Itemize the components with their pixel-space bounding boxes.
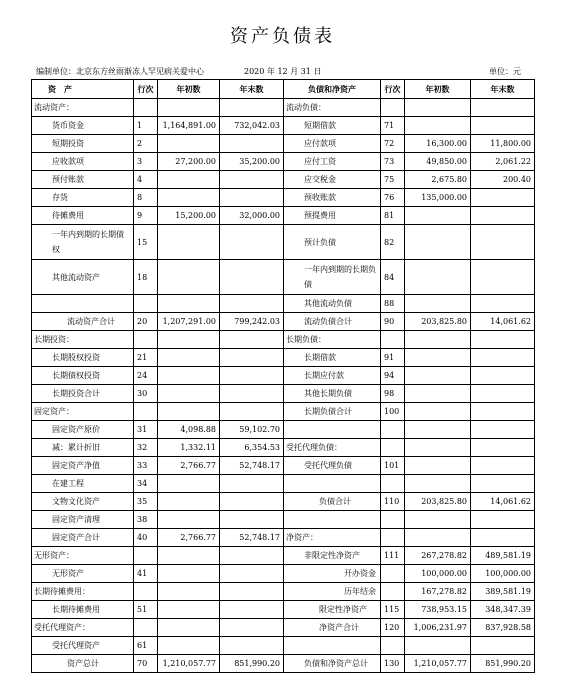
asset-item: 受托代理资产 bbox=[32, 637, 134, 655]
asset-begin-value bbox=[158, 225, 220, 260]
liability-item: 开办资金 bbox=[284, 565, 381, 583]
table-row bbox=[32, 153, 535, 171]
liability-end-value: 14,061.62 bbox=[471, 313, 535, 331]
asset-end-value bbox=[220, 171, 284, 189]
liability-line-no: 91 bbox=[381, 349, 405, 367]
asset-line-no: 38 bbox=[134, 511, 158, 529]
liability-item: 短期借款 bbox=[284, 117, 381, 135]
table-row bbox=[32, 493, 535, 511]
liability-begin-value: 16,300.00 bbox=[405, 135, 471, 153]
liability-begin-value: 135,000.00 bbox=[405, 189, 471, 207]
table-row bbox=[32, 313, 535, 331]
asset-item: 资产总计 bbox=[32, 655, 134, 673]
asset-item: 货币资金 bbox=[32, 117, 134, 135]
liability-line-no: 73 bbox=[381, 153, 405, 171]
liability-item bbox=[284, 475, 381, 493]
asset-item: 长期待摊费用 bbox=[32, 601, 134, 619]
liability-item: 预计负债 bbox=[284, 225, 381, 260]
preparer-org: 编制单位：北京东方丝雨渐冻人罕见病关爱中心 bbox=[36, 67, 204, 76]
liability-end-value: 489,581.19 bbox=[471, 547, 535, 565]
asset-item: 短期投资 bbox=[32, 135, 134, 153]
liability-end-value bbox=[471, 511, 535, 529]
asset-line-no: 1 bbox=[134, 117, 158, 135]
table-row bbox=[32, 511, 535, 529]
liability-line-no bbox=[381, 475, 405, 493]
liability-line-no: 90 bbox=[381, 313, 405, 331]
asset-item: 在建工程 bbox=[32, 475, 134, 493]
asset-begin-value bbox=[158, 547, 220, 565]
liability-item: 净资产： bbox=[284, 529, 381, 547]
asset-line-no bbox=[134, 583, 158, 601]
asset-begin-value bbox=[158, 171, 220, 189]
liability-begin-value: 167,278.82 bbox=[405, 583, 471, 601]
liability-begin-value bbox=[405, 385, 471, 403]
asset-end-value: 35,200.00 bbox=[220, 153, 284, 171]
table-row bbox=[32, 547, 535, 565]
liability-begin-value: 100,000.00 bbox=[405, 565, 471, 583]
asset-end-value: 732,042.03 bbox=[220, 117, 284, 135]
asset-item: 待摊费用 bbox=[32, 207, 134, 225]
asset-begin-value: 2,766.77 bbox=[158, 529, 220, 547]
asset-line-no: 33 bbox=[134, 457, 158, 475]
report-date: 2020 年 12 月 31 日 bbox=[244, 67, 322, 76]
liability-line-no: 130 bbox=[381, 655, 405, 673]
liability-begin-value: 203,825.80 bbox=[405, 313, 471, 331]
asset-item: 固定资产： bbox=[32, 403, 134, 421]
asset-line-no: 30 bbox=[134, 385, 158, 403]
liability-item: 历年结余 bbox=[284, 583, 381, 601]
asset-end-value: 851,990.20 bbox=[220, 655, 284, 673]
asset-line-no: 4 bbox=[134, 171, 158, 189]
asset-end-value: 52,748.17 bbox=[220, 457, 284, 475]
asset-end-value bbox=[220, 619, 284, 637]
asset-line-no: 20 bbox=[134, 313, 158, 331]
liability-begin-value: 267,278.82 bbox=[405, 547, 471, 565]
asset-begin-value bbox=[158, 637, 220, 655]
header-cell: 年初数 bbox=[405, 80, 471, 99]
asset-end-value bbox=[220, 367, 284, 385]
liability-line-no bbox=[381, 421, 405, 439]
table-row bbox=[32, 637, 535, 655]
liability-item: 受托代理负债 bbox=[284, 457, 381, 475]
asset-end-value bbox=[220, 565, 284, 583]
liability-line-no bbox=[381, 583, 405, 601]
asset-line-no: 51 bbox=[134, 601, 158, 619]
asset-item: 存货 bbox=[32, 189, 134, 207]
liability-item: 受托代理负债： bbox=[284, 439, 381, 457]
asset-line-no bbox=[134, 331, 158, 349]
liability-line-no: 100 bbox=[381, 403, 405, 421]
liability-end-value bbox=[471, 225, 535, 260]
liability-begin-value bbox=[405, 207, 471, 225]
liability-line-no: 88 bbox=[381, 295, 405, 313]
liability-begin-value bbox=[405, 349, 471, 367]
asset-end-value: 52,748.17 bbox=[220, 529, 284, 547]
liability-begin-value: 2,675.80 bbox=[405, 171, 471, 189]
asset-begin-value bbox=[158, 349, 220, 367]
asset-line-no bbox=[134, 403, 158, 421]
table-row bbox=[32, 421, 535, 439]
header-cell: 行次 bbox=[134, 80, 158, 99]
liability-begin-value bbox=[405, 260, 471, 295]
table-row bbox=[32, 619, 535, 637]
liability-end-value bbox=[471, 207, 535, 225]
asset-item: 受托代理资产： bbox=[32, 619, 134, 637]
header-cell: 行次 bbox=[381, 80, 405, 99]
asset-item: 应收款项 bbox=[32, 153, 134, 171]
liability-item: 长期负债合计 bbox=[284, 403, 381, 421]
liability-end-value bbox=[471, 529, 535, 547]
asset-end-value bbox=[220, 295, 284, 313]
asset-end-value: 799,242.03 bbox=[220, 313, 284, 331]
liability-end-value: 851,990.20 bbox=[471, 655, 535, 673]
table-row bbox=[32, 349, 535, 367]
liability-begin-value bbox=[405, 457, 471, 475]
asset-item: 长期债权投资 bbox=[32, 367, 134, 385]
asset-line-no: 31 bbox=[134, 421, 158, 439]
liability-line-no: 120 bbox=[381, 619, 405, 637]
liability-begin-value: 1,006,231.97 bbox=[405, 619, 471, 637]
liability-begin-value bbox=[405, 529, 471, 547]
table-row bbox=[32, 565, 535, 583]
liability-end-value bbox=[471, 385, 535, 403]
asset-begin-value: 27,200.00 bbox=[158, 153, 220, 171]
liability-begin-value bbox=[405, 511, 471, 529]
asset-item: 长期待摊费用： bbox=[32, 583, 134, 601]
liability-end-value bbox=[471, 189, 535, 207]
header-cell: 负债和净资产 bbox=[284, 80, 381, 99]
asset-end-value bbox=[220, 225, 284, 260]
header-row bbox=[32, 80, 535, 99]
asset-item: 一年内到期的长期债权 bbox=[32, 225, 134, 260]
liability-item: 负债和净资产总计 bbox=[284, 655, 381, 673]
report-title: 资产负债表 bbox=[230, 26, 335, 47]
liability-end-value bbox=[471, 260, 535, 295]
liability-line-no: 81 bbox=[381, 207, 405, 225]
liability-item: 其他长期负债 bbox=[284, 385, 381, 403]
asset-item: 长期投资合计 bbox=[32, 385, 134, 403]
header-cell: 年末数 bbox=[471, 80, 535, 99]
asset-item: 长期投资： bbox=[32, 331, 134, 349]
table-row bbox=[32, 225, 535, 260]
asset-line-no: 24 bbox=[134, 367, 158, 385]
liability-end-value bbox=[471, 331, 535, 349]
liability-end-value bbox=[471, 421, 535, 439]
liability-end-value bbox=[471, 117, 535, 135]
liability-line-no: 94 bbox=[381, 367, 405, 385]
table-row bbox=[32, 583, 535, 601]
asset-line-no: 18 bbox=[134, 260, 158, 295]
asset-line-no: 8 bbox=[134, 189, 158, 207]
table-row bbox=[32, 171, 535, 189]
liability-line-no: 110 bbox=[381, 493, 405, 511]
table-row bbox=[32, 457, 535, 475]
asset-item: 减：累计折旧 bbox=[32, 439, 134, 457]
liability-end-value bbox=[471, 295, 535, 313]
liability-line-no bbox=[381, 637, 405, 655]
asset-end-value: 32,000.00 bbox=[220, 207, 284, 225]
table-row bbox=[32, 260, 535, 295]
asset-item: 固定资产清理 bbox=[32, 511, 134, 529]
header-cell: 资 产 bbox=[32, 80, 134, 99]
liability-end-value bbox=[471, 367, 535, 385]
asset-end-value bbox=[220, 260, 284, 295]
liability-begin-value bbox=[405, 331, 471, 349]
liability-item: 长期负债： bbox=[284, 331, 381, 349]
liability-line-no: 111 bbox=[381, 547, 405, 565]
asset-item: 其他流动资产 bbox=[32, 260, 134, 295]
liability-end-value bbox=[471, 349, 535, 367]
liability-begin-value bbox=[405, 367, 471, 385]
liability-begin-value bbox=[405, 225, 471, 260]
asset-item: 固定资产原价 bbox=[32, 421, 134, 439]
liability-line-no: 76 bbox=[381, 189, 405, 207]
asset-end-value bbox=[220, 511, 284, 529]
asset-end-value: 6,354.53 bbox=[220, 439, 284, 457]
table-row bbox=[32, 99, 535, 117]
table-row bbox=[32, 135, 535, 153]
asset-line-no: 2 bbox=[134, 135, 158, 153]
balance-sheet-table bbox=[31, 79, 535, 673]
liability-line-no: 115 bbox=[381, 601, 405, 619]
liability-item: 长期借款 bbox=[284, 349, 381, 367]
header-cell: 年初数 bbox=[158, 80, 220, 99]
asset-end-value bbox=[220, 189, 284, 207]
asset-begin-value bbox=[158, 189, 220, 207]
asset-end-value bbox=[220, 583, 284, 601]
liability-line-no bbox=[381, 565, 405, 583]
liability-item: 流动负债： bbox=[284, 99, 381, 117]
asset-begin-value: 1,164,891.00 bbox=[158, 117, 220, 135]
asset-begin-value bbox=[158, 135, 220, 153]
liability-end-value: 14,061.62 bbox=[471, 493, 535, 511]
asset-item: 固定资产净值 bbox=[32, 457, 134, 475]
liability-item: 其他流动负债 bbox=[284, 295, 381, 313]
liability-item: 应交税金 bbox=[284, 171, 381, 189]
table-row bbox=[32, 475, 535, 493]
liability-item: 应付工资 bbox=[284, 153, 381, 171]
liability-line-no: 72 bbox=[381, 135, 405, 153]
asset-begin-value bbox=[158, 583, 220, 601]
asset-item: 固定资产合计 bbox=[32, 529, 134, 547]
liability-item: 净资产合计 bbox=[284, 619, 381, 637]
liability-end-value bbox=[471, 403, 535, 421]
liability-begin-value bbox=[405, 295, 471, 313]
asset-begin-value: 1,207,291.00 bbox=[158, 313, 220, 331]
asset-end-value bbox=[220, 547, 284, 565]
table-row bbox=[32, 295, 535, 313]
asset-line-no: 21 bbox=[134, 349, 158, 367]
table-row bbox=[32, 403, 535, 421]
liability-begin-value: 203,825.80 bbox=[405, 493, 471, 511]
asset-line-no: 15 bbox=[134, 225, 158, 260]
asset-end-value bbox=[220, 99, 284, 117]
asset-end-value bbox=[220, 475, 284, 493]
asset-line-no: 3 bbox=[134, 153, 158, 171]
liability-line-no: 75 bbox=[381, 171, 405, 189]
liability-item: 流动负债合计 bbox=[284, 313, 381, 331]
table-row bbox=[32, 207, 535, 225]
liability-item: 限定性净资产 bbox=[284, 601, 381, 619]
liability-begin-value bbox=[405, 117, 471, 135]
asset-begin-value bbox=[158, 511, 220, 529]
asset-item: 流动资产： bbox=[32, 99, 134, 117]
asset-line-no: 34 bbox=[134, 475, 158, 493]
liability-end-value: 348,347.39 bbox=[471, 601, 535, 619]
asset-line-no: 35 bbox=[134, 493, 158, 511]
asset-item bbox=[32, 295, 134, 313]
liability-end-value bbox=[471, 99, 535, 117]
asset-begin-value bbox=[158, 295, 220, 313]
asset-line-no: 70 bbox=[134, 655, 158, 673]
table-row bbox=[32, 367, 535, 385]
liability-item: 非限定性净资产 bbox=[284, 547, 381, 565]
asset-begin-value: 2,766.77 bbox=[158, 457, 220, 475]
table-row bbox=[32, 189, 535, 207]
asset-end-value bbox=[220, 135, 284, 153]
liability-begin-value bbox=[405, 421, 471, 439]
table-row bbox=[32, 331, 535, 349]
liability-item bbox=[284, 637, 381, 655]
liability-item: 长期应付款 bbox=[284, 367, 381, 385]
table-row bbox=[32, 117, 535, 135]
liability-item bbox=[284, 511, 381, 529]
table-row bbox=[32, 529, 535, 547]
asset-item: 流动资产合计 bbox=[32, 313, 134, 331]
header-cell: 年末数 bbox=[220, 80, 284, 99]
liability-begin-value bbox=[405, 403, 471, 421]
liability-line-no bbox=[381, 439, 405, 457]
asset-line-no: 32 bbox=[134, 439, 158, 457]
asset-begin-value bbox=[158, 493, 220, 511]
asset-begin-value bbox=[158, 260, 220, 295]
asset-line-no: 40 bbox=[134, 529, 158, 547]
liability-item: 应付款项 bbox=[284, 135, 381, 153]
asset-line-no bbox=[134, 547, 158, 565]
asset-end-value bbox=[220, 403, 284, 421]
asset-line-no: 41 bbox=[134, 565, 158, 583]
asset-begin-value bbox=[158, 403, 220, 421]
liability-begin-value bbox=[405, 475, 471, 493]
liability-line-no bbox=[381, 529, 405, 547]
asset-begin-value bbox=[158, 367, 220, 385]
table-row bbox=[32, 601, 535, 619]
liability-end-value bbox=[471, 637, 535, 655]
asset-item: 长期股权投资 bbox=[32, 349, 134, 367]
liability-item: 负债合计 bbox=[284, 493, 381, 511]
liability-begin-value: 49,850.00 bbox=[405, 153, 471, 171]
asset-item: 预付账款 bbox=[32, 171, 134, 189]
liability-end-value bbox=[471, 457, 535, 475]
asset-begin-value bbox=[158, 331, 220, 349]
liability-end-value bbox=[471, 439, 535, 457]
liability-end-value: 389,581.19 bbox=[471, 583, 535, 601]
asset-line-no bbox=[134, 99, 158, 117]
asset-begin-value bbox=[158, 99, 220, 117]
liability-end-value bbox=[471, 475, 535, 493]
liability-end-value: 11,800.00 bbox=[471, 135, 535, 153]
asset-begin-value bbox=[158, 385, 220, 403]
asset-end-value bbox=[220, 637, 284, 655]
asset-line-no bbox=[134, 619, 158, 637]
liability-end-value: 2,061.22 bbox=[471, 153, 535, 171]
asset-end-value bbox=[220, 385, 284, 403]
liability-item bbox=[284, 421, 381, 439]
asset-begin-value: 4,098.88 bbox=[158, 421, 220, 439]
asset-item: 文物文化资产 bbox=[32, 493, 134, 511]
liability-begin-value bbox=[405, 439, 471, 457]
asset-end-value bbox=[220, 601, 284, 619]
liability-line-no bbox=[381, 511, 405, 529]
asset-line-no bbox=[134, 295, 158, 313]
asset-end-value bbox=[220, 349, 284, 367]
asset-begin-value bbox=[158, 475, 220, 493]
liability-end-value: 100,000.00 bbox=[471, 565, 535, 583]
asset-line-no: 61 bbox=[134, 637, 158, 655]
asset-begin-value bbox=[158, 619, 220, 637]
asset-end-value bbox=[220, 493, 284, 511]
liability-end-value: 200.40 bbox=[471, 171, 535, 189]
asset-item: 无形资产： bbox=[32, 547, 134, 565]
liability-item: 预收账款 bbox=[284, 189, 381, 207]
asset-begin-value bbox=[158, 565, 220, 583]
liability-line-no: 98 bbox=[381, 385, 405, 403]
table-row bbox=[32, 439, 535, 457]
liability-item: 一年内到期的长期负债 bbox=[284, 260, 381, 295]
liability-begin-value: 1,210,057.77 bbox=[405, 655, 471, 673]
liability-end-value: 837,928.58 bbox=[471, 619, 535, 637]
liability-begin-value bbox=[405, 99, 471, 117]
asset-begin-value: 1,332.11 bbox=[158, 439, 220, 457]
liability-line-no bbox=[381, 331, 405, 349]
asset-end-value: 59,102.70 bbox=[220, 421, 284, 439]
liability-line-no: 101 bbox=[381, 457, 405, 475]
liability-line-no: 71 bbox=[381, 117, 405, 135]
table-row bbox=[32, 385, 535, 403]
liability-item: 预提费用 bbox=[284, 207, 381, 225]
asset-end-value bbox=[220, 331, 284, 349]
asset-begin-value: 1,210,057.77 bbox=[158, 655, 220, 673]
liability-line-no: 84 bbox=[381, 260, 405, 295]
liability-begin-value: 738,953.15 bbox=[405, 601, 471, 619]
liability-line-no: 82 bbox=[381, 225, 405, 260]
currency-unit: 单位：元 bbox=[489, 67, 521, 76]
asset-item: 无形资产 bbox=[32, 565, 134, 583]
table-row bbox=[32, 655, 535, 673]
asset-line-no: 9 bbox=[134, 207, 158, 225]
liability-begin-value bbox=[405, 637, 471, 655]
liability-line-no bbox=[381, 99, 405, 117]
asset-begin-value bbox=[158, 601, 220, 619]
asset-begin-value: 15,200.00 bbox=[158, 207, 220, 225]
